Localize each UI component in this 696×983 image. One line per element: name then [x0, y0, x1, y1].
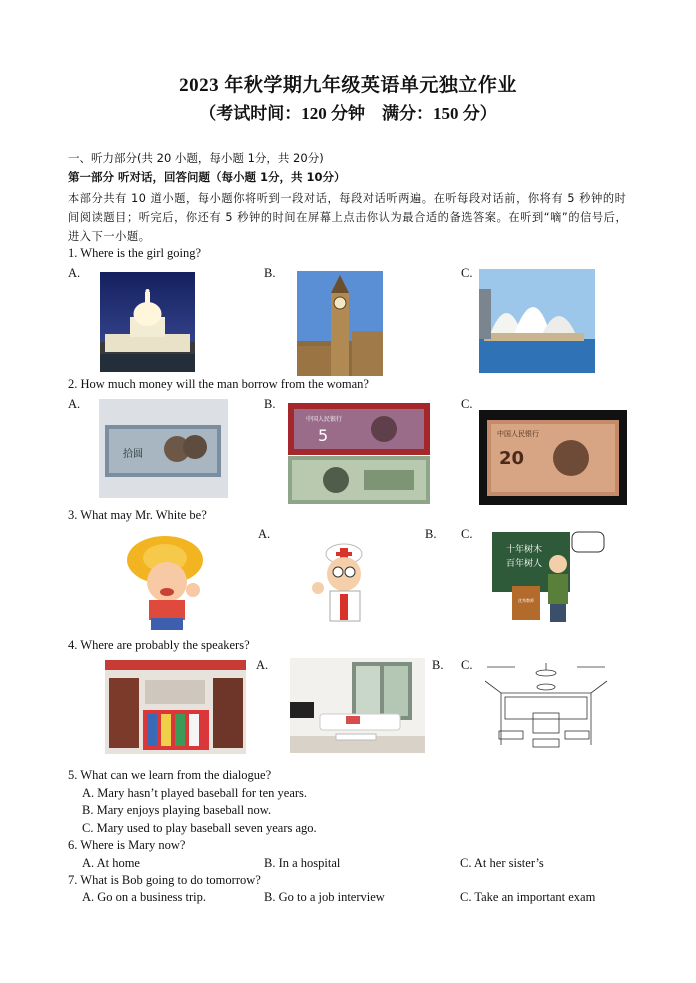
- twenty-yuan-note-image[interactable]: [479, 410, 627, 505]
- question-6: 6. Where is Mary now?: [68, 838, 186, 852]
- svg-text:十年树木: 十年树木: [506, 545, 543, 555]
- teacher-cartoon-image[interactable]: [490, 530, 606, 624]
- option-7b[interactable]: B. Go to a job interview: [264, 890, 385, 904]
- classroom-sketch-image[interactable]: [481, 659, 611, 752]
- option-6c[interactable]: C. At her sister’s: [460, 856, 544, 870]
- bookstore-image[interactable]: [105, 660, 246, 754]
- sydney-opera-house-image[interactable]: [479, 269, 595, 373]
- option-label[interactable]: A.: [68, 397, 81, 411]
- option-label[interactable]: B.: [264, 397, 276, 411]
- svg-text:20: 20: [499, 448, 525, 469]
- option-5a[interactable]: A. Mary hasn’t played baseball for ten years.: [82, 786, 308, 800]
- option-7c[interactable]: C. Take an important exam: [460, 890, 596, 904]
- living-room-image[interactable]: [290, 658, 425, 753]
- ten-yuan-note-image[interactable]: [99, 399, 228, 498]
- option-7a[interactable]: A. Go on a business trip.: [82, 890, 206, 904]
- question-1: 1. Where is the girl going?: [68, 246, 202, 260]
- note-text: 拾圆: [123, 449, 143, 460]
- doctor-cartoon-image[interactable]: [296, 536, 382, 632]
- section-heading: 一、听力部分(共 20 小题，每小题 1分，共 20分): [68, 151, 324, 165]
- question-4: 4. Where are probably the speakers?: [68, 638, 250, 652]
- one-yuan-note-image[interactable]: [288, 456, 430, 504]
- svg-text:中国人民银行: 中国人民银行: [306, 416, 343, 423]
- five-yuan-note-image[interactable]: [288, 403, 430, 455]
- svg-text:中国人民银行: 中国人民银行: [497, 430, 539, 438]
- section-instructions: 本部分共有 10 道小题，每小题你将听到一段对话，每段对话听两遍。在听每段对话前，你将有 5 秒钟的时间阅读题目；听完后，你还有 5 秒钟的时间在屏幕上点击你认为最合适的备选答案。在听到“嘀”的信号后，进入下一小题。: [68, 192, 628, 243]
- question-2: 2. How much money will the man borrow from the woman?: [68, 377, 369, 391]
- big-ben-image[interactable]: [297, 271, 383, 376]
- option-label[interactable]: B.: [264, 266, 276, 280]
- page-subtitle: （考试时间：120 分钟 满分：150 分）: [199, 104, 497, 123]
- option-6a[interactable]: A. At home: [82, 856, 140, 870]
- option-label[interactable]: C.: [461, 527, 473, 541]
- option-label[interactable]: A.: [256, 658, 269, 672]
- farmer-cartoon-image[interactable]: [121, 530, 213, 632]
- question-7: 7. What is Bob going to do tomorrow?: [68, 873, 261, 887]
- part-heading: 第一部分 听对话，回答问题（每小题 1分，共 10分）: [68, 170, 346, 184]
- capitol-building-image[interactable]: [100, 272, 195, 372]
- option-label[interactable]: B.: [432, 658, 444, 672]
- option-5c[interactable]: C. Mary used to play baseball seven years ago.: [82, 821, 317, 835]
- option-label[interactable]: C.: [461, 266, 473, 280]
- option-label[interactable]: C.: [461, 397, 473, 411]
- svg-text:5: 5: [318, 426, 329, 445]
- option-label[interactable]: A.: [68, 266, 81, 280]
- question-5: 5. What can we learn from the dialogue?: [68, 768, 272, 782]
- page-title: 2023 年秋学期九年级英语单元独立作业: [179, 75, 517, 96]
- option-label[interactable]: C.: [461, 658, 473, 672]
- question-3: 3. What may Mr. White be?: [68, 508, 207, 522]
- option-5b[interactable]: B. Mary enjoys playing baseball now.: [82, 803, 272, 817]
- svg-text:优秀教师: 优秀教师: [518, 598, 534, 603]
- option-6b[interactable]: B. In a hospital: [264, 856, 341, 870]
- option-label[interactable]: A.: [258, 527, 271, 541]
- option-label[interactable]: B.: [425, 527, 437, 541]
- svg-text:百年树人: 百年树人: [506, 559, 543, 569]
